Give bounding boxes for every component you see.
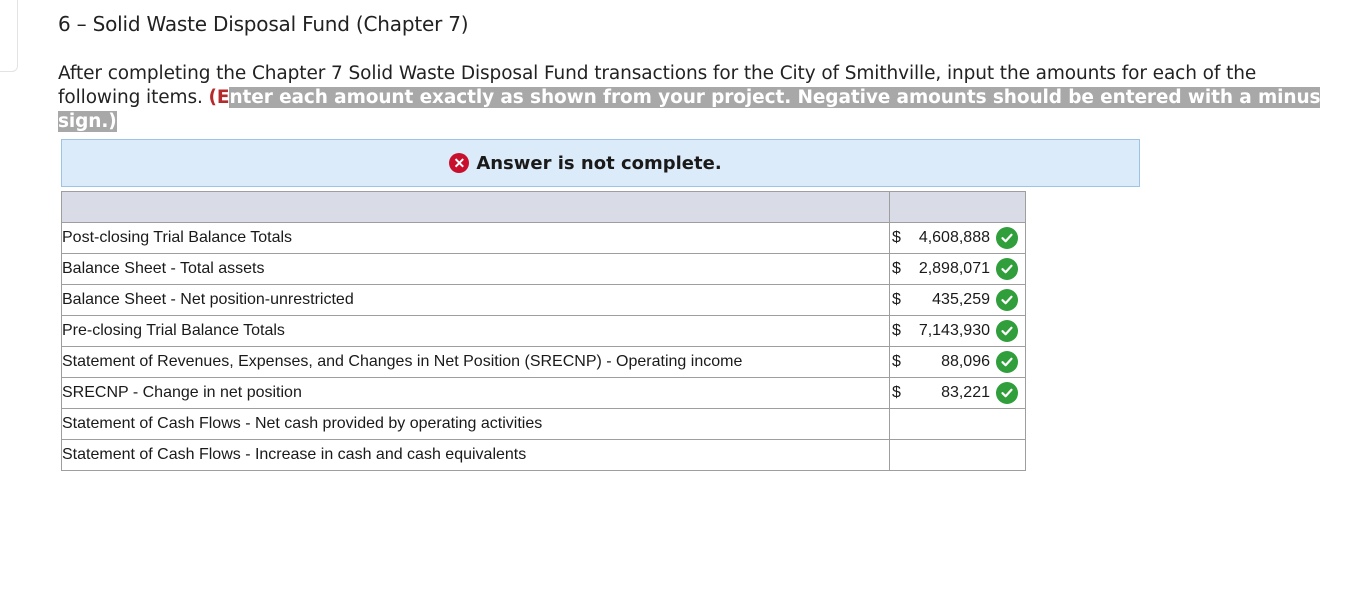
row-label: Balance Sheet - Net position-unrestricted	[62, 285, 890, 316]
amount-value[interactable]: 88,096	[941, 353, 990, 370]
x-circle-icon: ✕	[449, 153, 469, 173]
table-row	[62, 440, 1026, 471]
amount-input-cell[interactable]	[890, 254, 1026, 285]
amount-value[interactable]: 83,221	[941, 384, 990, 401]
row-label: Statement of Cash Flows - Increase in cash and cash equivalents	[62, 440, 890, 471]
currency-symbol: $	[892, 353, 901, 370]
table-row	[62, 409, 1026, 440]
row-label: Statement of Revenues, Expenses, and Changes in Net Position (SRECNP) - Operating income	[62, 347, 890, 378]
instructions-highlighted: nter each amount exactly as shown from your project. Negative amounts should be entered with a minus sign.)	[58, 87, 1321, 132]
amount-input-cell[interactable]	[890, 409, 1026, 440]
amount-input-cell[interactable]	[890, 223, 1026, 254]
banner-text: Answer is not complete.	[476, 152, 722, 174]
amount-input-cell[interactable]	[890, 440, 1026, 471]
table-row	[62, 378, 1026, 409]
table-row	[62, 223, 1026, 254]
table-row	[62, 285, 1026, 316]
amount-value[interactable]: 7,143,930	[918, 322, 990, 339]
check-circle-icon	[996, 227, 1018, 249]
header-label-cell	[62, 192, 890, 223]
currency-symbol: $	[892, 229, 901, 246]
check-circle-icon	[996, 258, 1018, 280]
amount-input-cell[interactable]	[890, 347, 1026, 378]
amount-value[interactable]: 4,608,888	[918, 229, 990, 246]
table-row	[62, 316, 1026, 347]
side-panel-tab[interactable]	[0, 0, 18, 72]
check-circle-icon	[996, 289, 1018, 311]
answers-table	[61, 191, 1026, 471]
amount-value[interactable]: 435,259	[932, 291, 990, 308]
check-circle-icon	[996, 382, 1018, 404]
instructions-emphasis: (E	[208, 87, 230, 108]
currency-symbol: $	[892, 291, 901, 308]
currency-symbol: $	[892, 260, 901, 277]
amount-input-cell[interactable]	[890, 316, 1026, 347]
check-circle-icon	[996, 351, 1018, 373]
amount-input-cell[interactable]	[890, 378, 1026, 409]
page-title: 6 – Solid Waste Disposal Fund (Chapter 7)	[58, 12, 469, 36]
currency-symbol: $	[892, 384, 901, 401]
header-value-cell	[890, 192, 1026, 223]
table-header-row	[62, 192, 1026, 223]
instructions	[58, 62, 1338, 134]
amount-input-cell[interactable]	[890, 285, 1026, 316]
table-row	[62, 254, 1026, 285]
currency-symbol: $	[892, 322, 901, 339]
row-label: Statement of Cash Flows - Net cash provided by operating activities	[62, 409, 890, 440]
row-label: Post-closing Trial Balance Totals	[62, 223, 890, 254]
amount-value[interactable]: 2,898,071	[918, 260, 990, 277]
answer-status-banner	[61, 139, 1140, 187]
check-circle-icon	[996, 320, 1018, 342]
row-label: Balance Sheet - Total assets	[62, 254, 890, 285]
row-label: Pre-closing Trial Balance Totals	[62, 316, 890, 347]
instructions-text: After completing the Chapter 7 Solid Waste Disposal Fund transactions for the City of Smithville, input the amounts for each of the following items.	[58, 63, 1257, 108]
row-label: SRECNP - Change in net position	[62, 378, 890, 409]
table-row	[62, 347, 1026, 378]
